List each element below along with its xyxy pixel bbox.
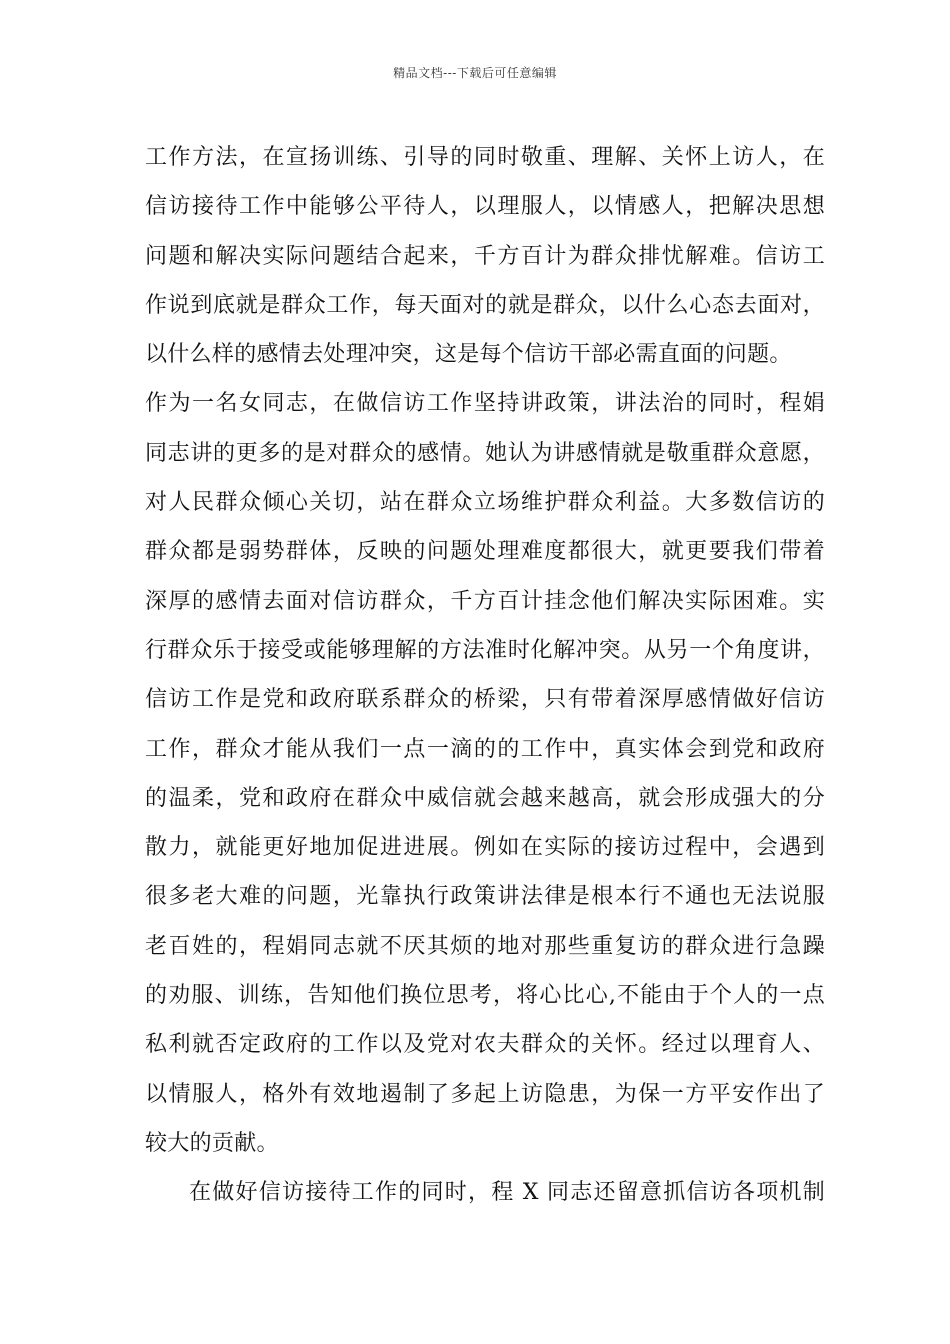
text-line: 问题和解决实际问题结合起来，千方百计为群众排忧解难。信访工: [145, 243, 825, 269]
text-line: 作为一名女同志，在做信访工作坚持讲政策，讲法治的同时，程娟: [145, 391, 825, 417]
text-line: 的劝服、训练，告知他们换位思考，将心比心,不能由于个人的一点: [145, 983, 825, 1009]
text-line: 散力，就能更好地加促进进展。例如在实际的接访过程中，会遇到: [145, 835, 825, 861]
text-line: 工作方法，在宣扬训练、引导的同时敬重、理解、关怀上访人，在: [145, 145, 825, 170]
text-line: 信访接待工作中能够公平待人，以理服人，以情感人，把解决思想: [145, 194, 825, 220]
text-line: 同志讲的更多的是对群众的感情。她认为讲感情就是敬重群众意愿，: [145, 440, 825, 466]
paragraph-start-line: 在做好信访接待工作的同时，程 X 同志还留意抓信访各项机制: [189, 1180, 825, 1206]
text-line: 的温柔，党和政府在群众中威信就会越来越高，就会形成强大的分: [145, 785, 825, 811]
document-body: [145, 133, 825, 1218]
text-line: 老百姓的，程娟同志就不厌其烦的地对那些重复访的群众进行急躁: [145, 933, 825, 959]
text-line: 较大的贡献。: [145, 1130, 279, 1156]
text-line: 信访工作是党和政府联系群众的桥梁，只有带着深厚感情做好信访: [145, 687, 825, 713]
text-line: 作说到底就是群众工作，每天面对的就是群众，以什么心态去面对，: [145, 292, 825, 318]
text-line: 深厚的感情去面对信访群众，千方百计挂念他们解决实际困难。实: [145, 588, 825, 614]
text-line: 私利就否定政府的工作以及党对农夫群众的关怀。经过以理育人、: [145, 1032, 825, 1058]
text-line: 对人民群众倾心关切，站在群众立场维护群众利益。大多数信访的: [145, 490, 825, 516]
text-line: 群众都是弱势群体，反映的问题处理难度都很大，就更要我们带着: [145, 539, 825, 565]
text-line: 以情服人，格外有效地遏制了多起上访隐患，为保一方平安作出了: [145, 1081, 825, 1107]
text-line: 以什么样的感情去处理冲突，这是每个信访干部必需直面的问题。: [145, 342, 792, 368]
text-line: 工作，群众才能从我们一点一滴的的工作中，真实体会到党和政府: [145, 736, 825, 762]
text-line: 行群众乐于接受或能够理解的方法准时化解冲突。从另一个角度讲，: [145, 637, 825, 663]
page-header: 精品文档---下载后可任意编辑: [393, 66, 557, 80]
text-line: 很多老大难的问题，光靠执行政策讲法律是根本行不通也无法说服: [145, 884, 825, 910]
